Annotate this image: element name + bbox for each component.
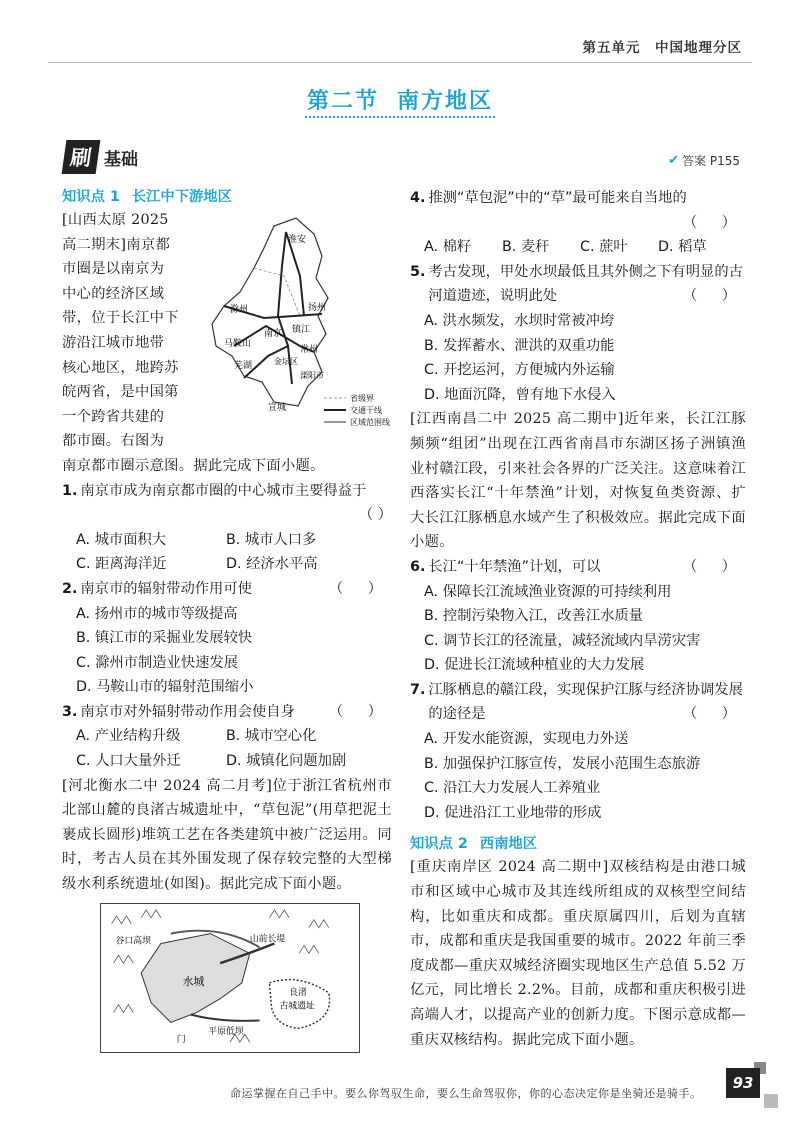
answer-page: 答案 P155	[682, 154, 740, 168]
right-column	[410, 186, 746, 1052]
footer-motto: 命运掌握在自己手中。要么你驾驭生命，要么生命驾驭你，你的心态决定你是坐骑还是骑手。	[230, 1087, 702, 1100]
option-d: D. 经济水平高	[226, 556, 318, 573]
check-icon: ✔	[668, 153, 680, 168]
city-label: 扬州	[308, 303, 327, 313]
passage-line: 都市圈。右图为	[62, 433, 165, 450]
q-stem	[428, 186, 746, 235]
option-c: C. 滁州市制造业快速发展	[76, 654, 239, 671]
q-stem	[428, 260, 746, 309]
passage-3: [江西南昌二中 2025 高二期中]近年来，长江江豚频频“组团”出现在江西省南昌市东湖区扬子洲镇渔业村赣江段，引来社会各界的广泛关注。这意味着江西落实长江“十年禁渔”计划，对恢复鱼类资源、扩大长江江豚栖息水域产生了积极效应。据此完成下面小题。	[410, 411, 746, 551]
options-row	[410, 235, 746, 260]
map-label: 山前长堤	[249, 934, 286, 945]
map-label: 平原低坝	[208, 1026, 244, 1037]
passage-line: 高二期末]南京都	[62, 236, 171, 253]
city-label: 溧阳市	[300, 371, 324, 380]
option-d: D. 促进沿江工业地带的形成	[424, 804, 602, 821]
q-stem	[428, 678, 746, 727]
answer-paren: （ ）	[682, 288, 746, 305]
kp1-label: 知识点 1	[62, 189, 120, 205]
option-c: C. 蔗叶	[580, 239, 628, 256]
question-5	[410, 260, 746, 309]
knowledge-point-1	[62, 186, 392, 208]
option-a: A. 扬州市的城市等级提高	[76, 605, 238, 622]
option-a: A. 开发水能资源，实现电力外送	[424, 731, 629, 748]
legend-label: 区域范围线	[350, 418, 390, 427]
option-b: B. 城市空心化	[226, 728, 317, 745]
option-c: C. 调节长江的径流量，减轻流域内旱涝灾害	[424, 632, 701, 649]
option-a: A. 洪水频发，水坝时常被冲垮	[424, 312, 615, 329]
answer-paren: （ ）	[328, 703, 392, 720]
passage-line: 游沿江城市地带	[62, 334, 165, 351]
passage-line: 皖两省，是中国第	[62, 384, 179, 401]
q-stem-text: 江豚栖息的赣江段，实现保护江豚与经济协调发展的途径是	[428, 681, 743, 723]
legend-label: 省级界	[350, 394, 374, 403]
q-number: 6.	[410, 558, 426, 575]
option-c: C. 距离海洋近	[76, 556, 167, 573]
city-label: 淮安	[288, 235, 307, 245]
q-number: 1.	[62, 482, 78, 499]
passage-1-block	[62, 208, 392, 454]
map-label: 古城遗址	[279, 1001, 315, 1012]
passage-1-lines	[62, 208, 200, 454]
passage-1-tail: 南京都市圈示意图。据此完成下面小题。	[62, 457, 325, 474]
option-c: C. 人口大量外迁	[76, 753, 181, 770]
page-number: 93	[726, 1068, 760, 1098]
question-3	[62, 700, 392, 725]
passage-2: [河北衡水二中 2024 高二月考]位于浙江省杭州市北部山麓的良渚古城遗址中，“草包泥”(用草把泥土裹成长圆形)堆筑工艺在各类建筑中被广泛运用。同时，考古人员在其外围发现了保存较完整的大型梯级水利系统遗址(如图)。据此完成下面小题。	[62, 777, 392, 893]
passage-line: 带，位于长江中下	[62, 310, 179, 327]
q-stem	[80, 700, 392, 725]
map-label: 良渚	[289, 987, 307, 998]
option-a: A. 产业结构升级	[76, 728, 181, 745]
option-a: A. 棉籽	[424, 239, 472, 256]
passage-line: 市圈是以南京为	[62, 261, 165, 278]
kp2-label: 知识点 2	[410, 836, 468, 853]
title-underline	[305, 116, 495, 118]
option-a: A. 保障长江流域渔业资源的可持续利用	[424, 583, 672, 600]
nanjing-metro-map	[204, 206, 394, 448]
question-6	[410, 555, 746, 580]
q-stem-text: 南京市的辐射带动作用可使	[80, 580, 252, 597]
q-number: 7.	[410, 681, 426, 698]
option-b: B. 发挥蓄水、泄洪的双重功能	[424, 337, 615, 354]
city-label: 金坛区	[274, 357, 298, 366]
option-d: D. 稻草	[658, 239, 707, 256]
answer-paren: （ ）	[358, 507, 392, 524]
answer-paren: （ ）	[682, 706, 746, 723]
q-stem-text: 南京市对外辐射带动作用会使自身	[80, 703, 295, 720]
map-label: 谷口高坝	[115, 936, 152, 947]
answer-paren: （ ）	[328, 580, 392, 597]
option-d: D. 地面沉降，曾有地下水侵入	[424, 386, 616, 403]
passage-line: 中心的经济区域	[62, 285, 165, 302]
unit-header: 第五单元 中国地理分区	[582, 40, 742, 56]
q-stem	[80, 577, 392, 602]
knowledge-point-2	[410, 833, 746, 855]
option-b: B. 控制污染物入江，改善江水质量	[424, 608, 644, 625]
liangzhu-water-map	[100, 903, 360, 1053]
q-stem-text: 推测“草包泥”中的“草”最可能来自当地的	[428, 190, 687, 206]
option-b: B. 镇江市的采掘业发展较快	[76, 630, 253, 647]
q-stem-text: 考古发现，甲处水坝最低且其外侧之下有明显的古河道遗迹，说明此处	[428, 263, 743, 305]
q-stem	[428, 555, 746, 580]
answer-ref	[668, 152, 740, 169]
city-label: 滁州	[230, 305, 249, 315]
option-b: B. 城市人口多	[226, 531, 317, 548]
map-label: 门	[176, 1034, 186, 1045]
option-c: C. 沿江大力发展人工养殖业	[424, 780, 601, 797]
badge-icon: 刷	[62, 140, 101, 174]
badge-label: 基础	[104, 149, 138, 170]
city-label: 镇江	[292, 325, 311, 335]
question-2	[62, 577, 392, 602]
city-label: 芜湖	[234, 361, 253, 371]
option-d: D. 马鞍山市的辐射范围缩小	[76, 679, 254, 696]
option-b: B. 麦秆	[502, 239, 550, 256]
q-number: 2.	[62, 580, 78, 597]
answer-paren: （ ）	[682, 214, 746, 231]
page-decoration	[764, 1094, 778, 1108]
q-number: 3.	[62, 703, 78, 720]
basics-badge	[64, 140, 138, 174]
map-label: 水城	[182, 974, 205, 988]
passage-line: 一个跨省共建的	[62, 408, 165, 425]
header-divider	[48, 62, 752, 63]
option-a: A. 城市面积大	[76, 531, 167, 548]
option-b: B. 加强保护江豚宣传，发展小范围生态旅游	[424, 755, 701, 772]
question-7	[410, 678, 746, 727]
city-label: 常州	[300, 345, 319, 355]
city-label: 南京	[264, 329, 283, 339]
question-1	[62, 479, 392, 504]
q-number: 5.	[410, 263, 426, 280]
kp1-name: 长江中下游地区	[131, 189, 232, 205]
city-label: 宣城	[268, 403, 287, 413]
city-label: 马鞍山	[224, 339, 252, 349]
plain-dam-line	[191, 1014, 260, 1020]
options-row	[62, 749, 392, 774]
q-number: 4.	[410, 190, 426, 206]
left-column	[62, 186, 392, 1061]
passage-line: 核心地区，地跨苏	[62, 359, 179, 376]
options-row	[62, 724, 392, 749]
passage-line: [山西太原 2025	[62, 212, 169, 228]
option-c: C. 开挖运河，方便城内外运输	[424, 362, 615, 379]
kp2-name: 西南地区	[479, 836, 538, 853]
options-row	[62, 552, 392, 577]
q-stem: 南京市成为南京都市圈的中心城市主要得益于	[80, 482, 367, 499]
option-d: D. 城镇化问题加剧	[226, 753, 347, 770]
options-row	[62, 528, 392, 553]
section-name: 南方地区	[397, 89, 494, 114]
legend-label: 交通干线	[350, 406, 382, 415]
section-number: 第二节	[306, 89, 379, 114]
section-title	[0, 84, 800, 115]
answer-paren: （ ）	[682, 558, 746, 575]
passage-4: [重庆南岸区 2024 高二期中]双核结构是由港口城市和区域中心城市及其连线所组成的双核型空间结构，比如重庆和成都。重庆原属四川，后划为直辖市，成都和重庆是我国重要的城市。2022 年前三季度成都—重庆双城经济圈实现地区生产总值 5.52 万亿元，同比增长 2.2%。目前，成都和重庆积极引进高端人才，以提高产业的创新力度。下图示意成都—重庆双核结构。据此完成下面小题。	[410, 859, 746, 1048]
option-d: D. 促进长江流域种植业的大力发展	[424, 657, 645, 674]
q-stem-text: 长江“十年禁渔”计划，可以	[428, 558, 601, 575]
question-4	[410, 186, 746, 235]
